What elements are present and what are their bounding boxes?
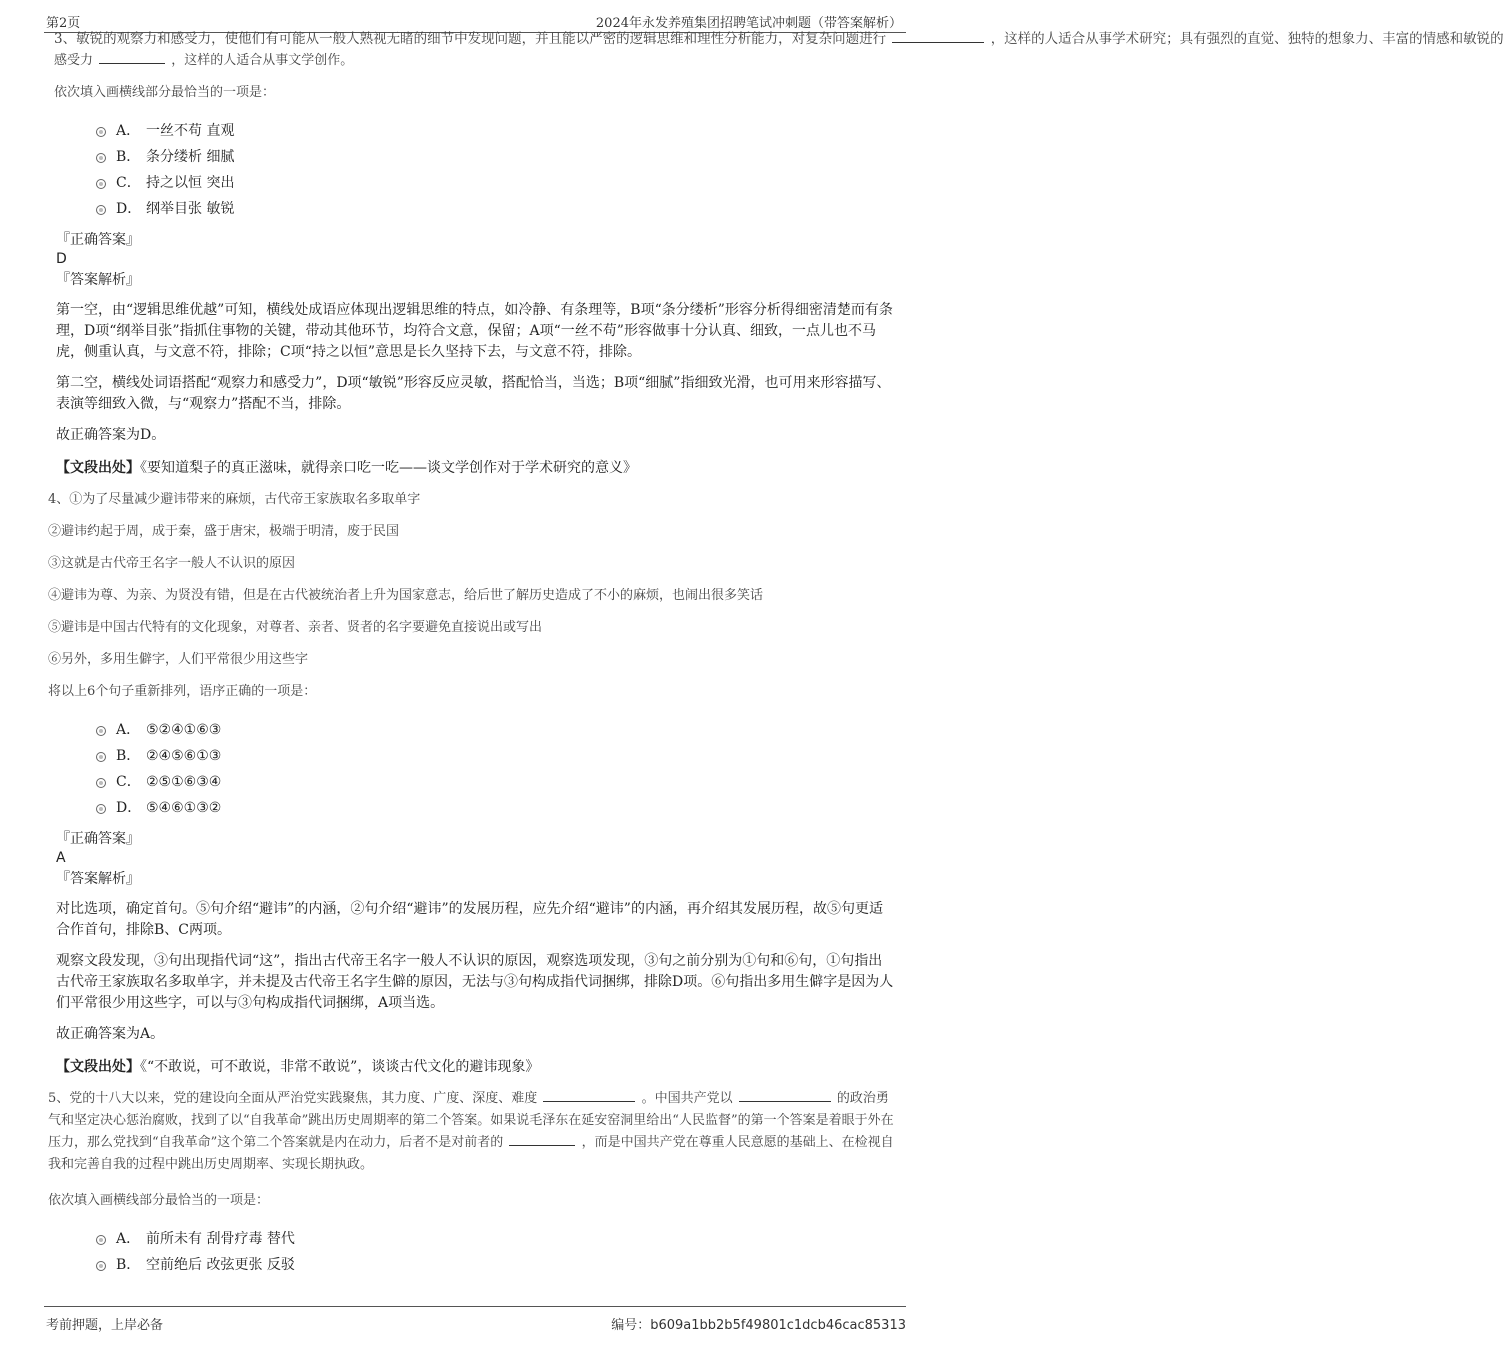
- q3-option-a[interactable]: A． 一丝不苟 直观: [96, 118, 896, 144]
- radio-icon[interactable]: [96, 179, 106, 189]
- analysis-tag: 『答案解析』: [56, 272, 140, 288]
- q3-cut-line: 3、敏锐的观察力和感受力，使他们有可能从一般人熟视无睹的细节中发现问题，并且能以严密的逻辑思维和理性分析能力，对复杂问题进行 ，这样的人适合从事学术研究；具有强烈的直觉、独特的想象力、丰富的情感和敏锐的: [54, 31, 1504, 47]
- q3-options: [96, 118, 896, 222]
- q4-sentence: ②避讳约起于周，成于秦，盛于唐宋，极端于明清，废于民国: [48, 524, 400, 539]
- q3-option-c[interactable]: C． 持之以恒 突出: [96, 170, 896, 196]
- q5-prompt: 依次填入画横线部分最恰当的一项是：: [48, 1193, 270, 1208]
- radio-icon[interactable]: [96, 804, 106, 814]
- analysis-paragraph: 故正确答案为A。: [56, 1026, 165, 1042]
- fill-blank: [99, 62, 165, 64]
- q4-sentence: ③这就是古代帝王名字一般人不认识的原因: [48, 556, 296, 571]
- radio-icon[interactable]: [96, 1261, 106, 1271]
- analysis-paragraph: 第一空，由“逻辑思维优越”可知，横线处成语应体现出逻辑思维的特点，如冷静、有条理等，B项“条分缕析”形容分析得细密清楚而有条理，D项“纲举目张”指抓住事物的关键，带动其他环节，均符合文意，保留；A项“一丝不苟”形容做事十分认真、细致，一点儿也不马虎，侧重认真，与文意不符，排除；C项“持之以恒”意思是长久坚持下去，与文意不符，排除。: [56, 302, 893, 360]
- q4-option-d[interactable]: D． ⑤④⑥①③②: [96, 795, 896, 821]
- footer-slogan: 考前押题，上岸必备: [46, 1318, 164, 1333]
- q3-stem-top: [54, 31, 1504, 70]
- radio-icon[interactable]: [96, 1235, 106, 1245]
- q3-option-b[interactable]: B． 条分缕析 细腻: [96, 144, 896, 170]
- fill-blank: [543, 1100, 635, 1102]
- q3-prompt: 依次填入画横线部分最恰当的一项是：: [54, 85, 276, 100]
- q4-option-b[interactable]: B． ②④⑤⑥①③: [96, 743, 896, 769]
- q5-options: [96, 1226, 896, 1278]
- radio-icon[interactable]: [96, 205, 106, 215]
- q4-sentence: ⑥另外，多用生僻字，人们平常很少用这些字: [48, 652, 309, 667]
- page-content: [48, 31, 1504, 1278]
- radio-icon[interactable]: [96, 726, 106, 736]
- q3-stem-line2: 感受力 ，这样的人适合从事文学创作。: [54, 53, 354, 68]
- q3-option-d[interactable]: D． 纲举目张 敏锐: [96, 196, 896, 222]
- answer-tag: 『正确答案』: [56, 831, 140, 847]
- page-footer: [0, 1306, 950, 1345]
- analysis-tag: 『答案解析』: [56, 871, 140, 887]
- q4-prompt: 将以上6个句子重新排列，语序正确的一项是：: [48, 684, 317, 699]
- answer-tag: 『正确答案』: [56, 232, 140, 248]
- q5-stem: 5、党的十八大以来，党的建设向全面从严治党实践聚焦，其力度、广度、深度、难度 。中国共产党以 的政治勇气和坚定决心惩治腐败，找到了以“自我革命”跳出历史周期率的第二个答案。如果说毛泽东在延安窑洞里给出“人民监督”的第一个答案是着眼于外在压力，那么党找到“自我革命”这个第二个答案就是内在动力，后者不是对前者的 ，而是中国共产党在尊重人民意愿的基础上、在检视自我和完善自我的过程中跳出历史周期率、实现长期执政。: [48, 1091, 894, 1172]
- answer-value: A: [56, 850, 66, 866]
- fill-blank: [509, 1144, 575, 1146]
- analysis-paragraph: 故正确答案为D。: [56, 427, 166, 443]
- document-code: 编号：b609a1bb2b5f49801c1dcb46cac85313: [611, 1318, 906, 1333]
- analysis-paragraph: 对比选项，确定首句。⑤句介绍“避讳”的内涵，②句介绍“避讳”的发展历程，应先介绍“避讳”的内涵，再介绍其发展历程，故⑤句更适合作首句，排除B、C两项。: [56, 901, 883, 938]
- q4-options: [96, 717, 896, 821]
- radio-icon[interactable]: [96, 127, 106, 137]
- answer-value: D: [56, 251, 67, 267]
- q4-sentence: ④避讳为尊、为亲、为贤没有错，但是在古代被统治者上升为国家意志，给后世了解历史造成了不小的麻烦，也闹出很多笑话: [48, 588, 764, 603]
- source-line: 【文段出处】《“不敢说，可不敢说，非常不敢说”，谈谈古代文化的避讳现象》: [56, 1059, 540, 1075]
- q4-sentence: 4、①为了尽量减少避讳带来的麻烦，古代帝王家族取名多取单字: [48, 492, 421, 507]
- document-title: 2024年永发养殖集团招聘笔试冲刺题（带答案解析）: [595, 16, 902, 31]
- q5-option-a[interactable]: A． 前所未有 刮骨疗毒 替代: [96, 1226, 896, 1252]
- q4-sentence: ⑤避讳是中国古代特有的文化现象，对尊者、亲者、贤者的名字要避免直接说出或写出: [48, 620, 543, 635]
- radio-icon[interactable]: [96, 752, 106, 762]
- analysis-paragraph: 第二空，横线处词语搭配“观察力和感受力”，D项“敏锐”形容反应灵敏，搭配恰当，当选；B项“细腻”指细致光滑，也可用来形容描写、表演等细致入微，与“观察力”搭配不当，排除。: [56, 375, 891, 412]
- q5-option-b[interactable]: B． 空前绝后 改弦更张 反驳: [96, 1252, 896, 1278]
- fill-blank: [892, 41, 984, 43]
- q4-option-c[interactable]: C． ②⑤①⑥③④: [96, 769, 896, 795]
- footer-divider: [44, 1306, 906, 1307]
- analysis-paragraph: 观察文段发现，③句出现指代词“这”，指出古代帝王名字一般人不认识的原因，观察选项发现，③句之前分别为①句和⑥句，①句指出古代帝王家族取名多取单字，并未提及古代帝王名字生僻的原因，无法与③句构成指代词捆绑，排除D项。⑥句指出多用生僻字是因为人们平常很少用这些字，可以与③句构成指代词捆绑，A项当选。: [56, 953, 894, 1011]
- source-line: 【文段出处】《要知道梨子的真正滋味，就得亲口吃一吃——谈文学创作对于学术研究的意义》: [56, 460, 637, 476]
- radio-icon[interactable]: [96, 153, 106, 163]
- fill-blank: [739, 1100, 831, 1102]
- radio-icon[interactable]: [96, 778, 106, 788]
- page-number: 第2页: [46, 16, 81, 31]
- q4-option-a[interactable]: A． ⑤②④①⑥③: [96, 717, 896, 743]
